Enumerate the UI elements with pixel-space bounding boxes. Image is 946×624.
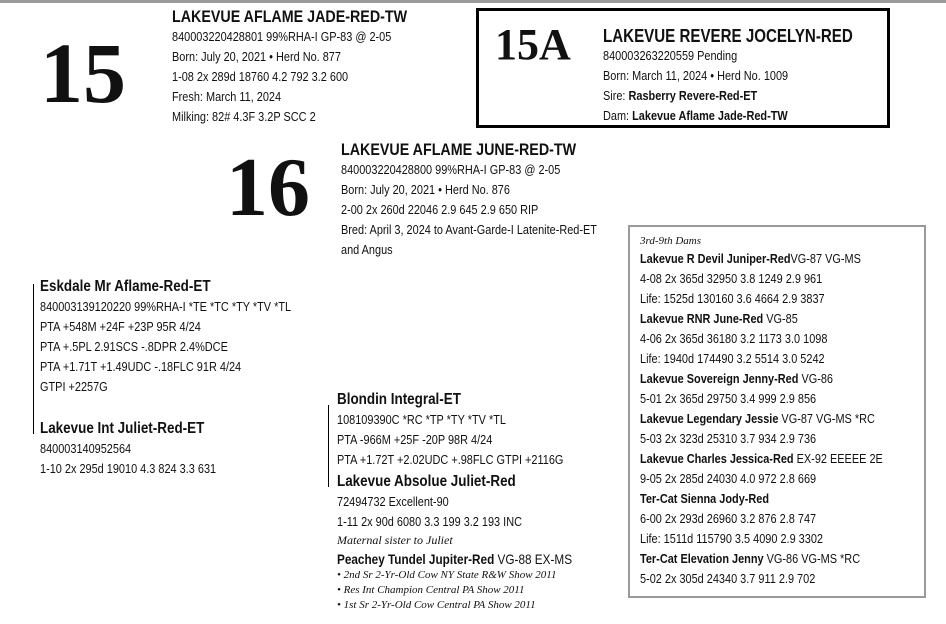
dam-8-record: 6-00 2x 293d 26960 3.2 876 2.8 747	[640, 511, 817, 526]
lot-15a-id: 840003263220559 Pending	[603, 48, 738, 63]
dam-7-record: 9-05 2x 285d 24030 4.0 972 2.8 669	[640, 471, 817, 486]
dams-list	[640, 233, 929, 589]
dam-5-record: 5-01 2x 365d 29750 3.4 999 2.9 856	[640, 391, 817, 406]
dam-4-name: Lakevue RNR June-Red	[640, 311, 764, 326]
top-rule	[0, 0, 946, 3]
dam-4-record: 4-06 2x 365d 36180 3.2 1173 3.0 1098	[640, 331, 828, 346]
maternal-sire-pta-type: PTA +1.72T +2.02UDC +.98FLC GTPI +2116G	[337, 452, 564, 467]
dam-7-score: EX-92 EEEEE 2E	[793, 451, 883, 466]
lot-15a-sire-label: Sire:	[603, 88, 626, 103]
maternal-dam-name: Lakevue Absolue Juliet-Red	[337, 473, 516, 490]
maternal-dam-record: 1-11 2x 90d 6080 3.3 199 3.2 193 INC	[337, 514, 522, 529]
dam-entry-name	[640, 369, 883, 389]
lot-16-bred-cont: and Angus	[341, 242, 393, 257]
lot-15-fresh: Fresh: March 11, 2024	[172, 89, 282, 104]
dam-6-score: VG-87 VG-MS *RC	[778, 411, 875, 426]
lot-15-record: 1-08 2x 289d 18760 4.2 792 3.2 600	[172, 69, 349, 84]
sister-score: VG-88 EX-MS	[494, 551, 573, 567]
sister-title	[337, 549, 572, 569]
sire-pta-production: PTA +548M +24F +23P 95R 4/24	[40, 319, 201, 334]
lot-15a-dam	[603, 106, 853, 126]
lot-15a-dam-name: Lakevue Aflame Jade-Red-TW	[632, 108, 788, 123]
dam-name: Lakevue Int Juliet-Red-ET	[40, 420, 205, 437]
lot-16-number: 16	[226, 141, 310, 234]
maternal-sire-id: 108109390C *RC *TP *TY *TV *TL	[337, 412, 506, 427]
dam-entry-name	[640, 309, 883, 329]
dam-6-record: 5-03 2x 323d 25310 3.7 934 2.9 736	[640, 431, 817, 446]
lot-15a-born: Born: March 11, 2024 • Herd No. 1009	[603, 68, 789, 83]
lot-15-born: Born: July 20, 2021 • Herd No. 877	[172, 49, 341, 64]
maternal-sister-note: Maternal sister to Juliet	[337, 533, 453, 547]
lot-16-block	[341, 140, 646, 260]
dam-record: 1-10 2x 295d 19010 4.3 824 3.3 631	[40, 461, 217, 476]
lot-15a-block	[603, 26, 900, 126]
lot-15-block	[172, 7, 452, 127]
dam-5-name: Lakevue Sovereign Jenny-Red	[640, 371, 799, 386]
lot-15-milking: Milking: 82# 4.3F 3.2P SCC 2	[172, 109, 316, 124]
lot-16-name: LAKEVUE AFLAME JUNE-RED-TW	[341, 140, 577, 159]
dam-entry-name	[640, 409, 883, 429]
dam-9-score: VG-86 VG-MS *RC	[763, 551, 861, 566]
dam-8-life: Life: 1511d 115790 3.5 4090 2.9 3302	[640, 531, 823, 546]
lot-15a-sire-name: Rasberry Revere-Red-ET	[628, 88, 758, 103]
sister-name: Peachey Tundel Jupiter-Red	[337, 551, 495, 567]
sister-block	[337, 549, 617, 613]
lot-15a-dam-label: Dam:	[603, 108, 630, 123]
sire-pta-health: PTA +.5PL 2.91SCS -.8DPR 2.4%DCE	[40, 339, 228, 354]
lot-16-born: Born: July 20, 2021 • Herd No. 876	[341, 182, 510, 197]
dam-block	[40, 419, 250, 479]
dam-3-name: Lakevue R Devil Juniper-Red	[640, 251, 791, 266]
dam-3-life: Life: 1525d 130160 3.6 4664 2.9 3837	[640, 291, 825, 306]
pedigree-bracket-middle	[328, 405, 329, 487]
dam-id: 840003140952564	[40, 441, 132, 456]
lot-15-name: LAKEVUE AFLAME JADE-RED-TW	[172, 7, 408, 26]
lot-15a-name: LAKEVUE REVERE JOCELYN-RED	[603, 26, 853, 46]
maternal-sire-block	[337, 390, 607, 470]
lot-15a-sire	[603, 86, 853, 106]
sire-gtpi: GTPI +2257G	[40, 379, 108, 394]
lot-15-id: 840003220428801 99%RHA-I GP-83 @ 2-05	[172, 29, 392, 44]
dam-9-record: 5-02 2x 305d 24340 3.7 911 2.9 702	[640, 571, 816, 586]
sire-pta-type: PTA +1.71T +1.49UDC -.18FLC 91R 4/24	[40, 359, 242, 374]
maternal-dam-block	[337, 472, 557, 548]
dam-entry-name	[640, 489, 883, 509]
dam-3-score: VG-87 VG-MS	[790, 251, 861, 266]
lot-16-record: 2-00 2x 260d 22046 2.9 645 2.9 650 RIP	[341, 202, 539, 217]
maternal-dam-id: 72494732 Excellent-90	[337, 494, 449, 509]
dam-9-name: Ter-Cat Elevation Jenny	[640, 551, 764, 566]
dam-entry-name	[640, 549, 883, 569]
dams-header: 3rd-9th Dams	[640, 235, 702, 247]
dams-box	[628, 225, 926, 598]
sire-name: Eskdale Mr Aflame-Red-ET	[40, 278, 211, 295]
dam-7-name: Lakevue Charles Jessica-Red	[640, 451, 794, 466]
dam-entry-name	[640, 449, 883, 469]
dam-4-life: Life: 1940d 174490 3.2 5514 3.0 5242	[640, 351, 825, 366]
sister-award: • Res Int Champion Central PA Show 2011	[337, 584, 525, 596]
maternal-sire-name: Blondin Integral-ET	[337, 391, 461, 408]
pedigree-bracket-left	[33, 284, 34, 434]
lot-16-id: 840003220428800 99%RHA-I GP-83 @ 2-05	[341, 162, 561, 177]
lot-15-number: 15	[40, 25, 126, 121]
sister-award: • 1st Sr 2-Yr-Old Cow Central PA Show 2011	[337, 599, 536, 611]
sire-id: 840003139120220 99%RHA-I *TE *TC *TY *TV *TL	[40, 299, 292, 314]
lot-16-bred: Bred: April 3, 2024 to Avant-Garde-I Latenite-Red-ET	[341, 222, 597, 237]
dam-entry-name	[640, 249, 883, 269]
dam-4-score: VG-85	[763, 311, 798, 326]
dam-3-record: 4-08 2x 365d 32950 3.8 1249 2.9 961	[640, 271, 823, 286]
sister-award: • 2nd Sr 2-Yr-Old Cow NY State R&W Show 2011	[337, 569, 557, 581]
dam-6-name: Lakevue Legendary Jessie	[640, 411, 779, 426]
maternal-sire-pta-production: PTA -966M +25F -20P 98R 4/24	[337, 432, 493, 447]
lot-15a-box	[476, 8, 890, 128]
dam-8-name: Ter-Cat Sienna Jody-Red	[640, 491, 770, 506]
lot-15a-number: 15A	[495, 20, 571, 69]
sire-block	[40, 277, 339, 397]
dam-5-score: VG-86	[798, 371, 834, 386]
